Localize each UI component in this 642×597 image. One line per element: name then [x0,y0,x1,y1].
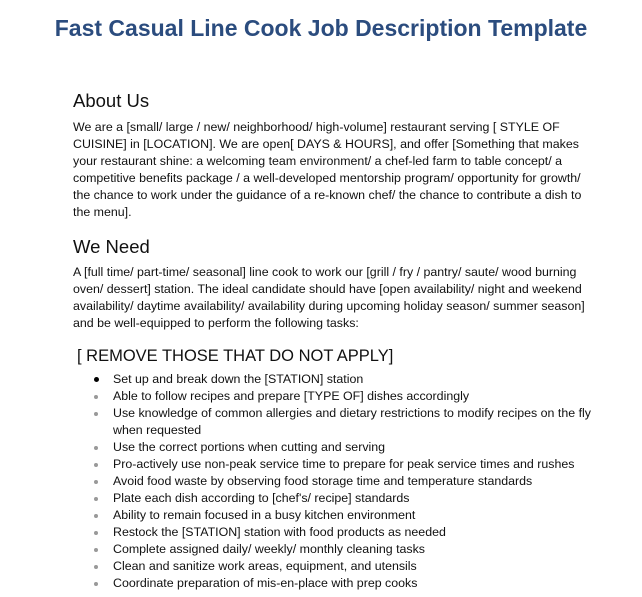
task-text: Clean and sanitize work areas, equipment, and utensils [113,559,417,573]
task-text: Ability to remain focused in a busy kitchen environment [113,508,416,522]
document-title: Fast Casual Line Cook Job Description Template [54,15,588,41]
task-list-item [73,371,593,388]
task-text: Plate each dish according to [chef's/ recipe] standards [113,491,410,505]
task-list-item [73,388,593,405]
bullet-icon [94,582,98,586]
about-text: We are a [small/ large / new/ neighborhood/ high-volume] restaurant serving [ STYLE OF CUISINE] in [LOCATION]. We are open[ DAYS & HOURS], and offer [Something that makes your restaurant shine: a welcoming team environment/ a chef-led farm to table concept/ a competitive benefits package / a well-developed mentorship program/ opportunity for growth/ the chance to work under the guidance of a re-known chef/ the chance to contribute a dish to the menu]. [73,120,582,219]
bullet-icon [94,565,98,569]
task-list-item [73,507,593,524]
bullet-icon [94,412,98,416]
about-heading: About Us [73,90,150,111]
task-text: Coordinate preparation of mis-en-place with prep cooks [113,576,418,590]
need-heading: We Need [73,236,150,257]
task-text: Pro-actively use non-peak service time to prepare for peak service times and rushes [113,457,575,471]
task-list-item [73,439,593,456]
bullet-icon [94,548,98,552]
bullet-icon [94,480,98,484]
bullet-icon [94,377,99,382]
task-text: Avoid food waste by observing food storage time and temperature standards [113,474,533,488]
task-list-item [73,524,593,541]
task-text: Able to follow recipes and prepare [TYPE OF] dishes accordingly [113,389,470,403]
remove-note: [ REMOVE THOSE THAT DO NOT APPLY] [77,347,394,365]
task-list-item [73,473,593,490]
bullet-icon [94,514,98,518]
task-text: Use the correct portions when cutting and serving [113,440,386,454]
bullet-icon [94,497,98,501]
task-list-item [73,405,593,439]
bullet-icon [94,446,98,450]
task-text: Restock the [STATION] station with food products as needed [113,525,446,539]
task-text: Use knowledge of common allergies and dietary restrictions to modify recipes on the fly when requested [113,406,591,437]
bullet-icon [94,531,98,535]
bullet-icon [94,395,98,399]
task-list-item [73,456,593,473]
task-list [73,371,593,592]
task-list-item [73,575,593,592]
task-list-item [73,558,593,575]
task-list-item [73,541,593,558]
task-text: Complete assigned daily/ weekly/ monthly cleaning tasks [113,542,425,556]
task-list-item [73,490,593,507]
task-text: Set up and break down the [STATION] station [113,372,364,386]
bullet-icon [94,463,98,467]
need-text: A [full time/ part-time/ seasonal] line cook to work our [grill / fry / pantry/ saute/ wood burning oven/ dessert] station. The ideal candidate should have [open availability/ night and weekend availability/ daytime availability/ availability during upcoming holiday season/ summer season] and be well-equipped to perform the following tasks: [73,265,585,330]
